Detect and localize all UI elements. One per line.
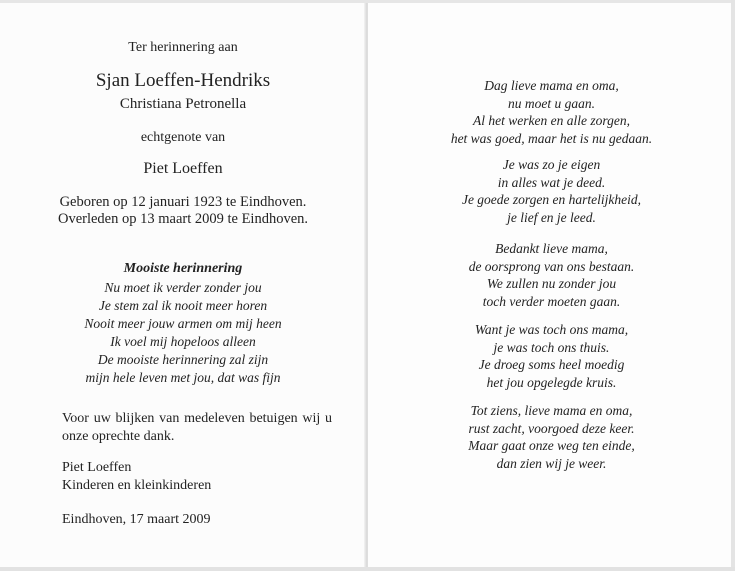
- poem-line: Al het werken en alle zorgen,: [473, 113, 630, 129]
- poem-line: in alles wat je deed.: [497, 174, 606, 190]
- poem-line: Nu moet ik verder zonder jou: [104, 280, 262, 295]
- spouse-label: echtgenote van: [140, 130, 226, 145]
- thanks-text: Voor uw blijken van medeleven betuigen wij u onze oprechte dank.: [62, 411, 332, 444]
- deceased-name: Sjan Loeffen-Hendriks: [95, 70, 271, 91]
- poem-line: het jou opgelegde kruis.: [486, 374, 617, 390]
- poem-line: Ik voel mij hopeloos alleen: [110, 334, 256, 349]
- poem-line: Bedankt lieve mama,: [495, 241, 608, 256]
- left-page: [0, 0, 366, 571]
- signature-line: Kinderen en kleinkinderen: [62, 478, 212, 493]
- place-date: Eindhoven, 17 maart 2009: [62, 512, 211, 527]
- poem-line: We zullen nu zonder jou: [486, 276, 617, 292]
- poem-line: Je droeg soms heel moedig: [478, 357, 625, 373]
- poem-line: Je stem zal ik nooit meer horen: [98, 298, 268, 313]
- poem-line: de oorsprong van ons bestaan.: [468, 258, 635, 274]
- card-edge-bottom: [0, 567, 735, 571]
- poem-line: het was goed, maar het is nu gedaan.: [450, 130, 653, 146]
- poem-line: dan zien wij je weer.: [496, 455, 607, 471]
- stanza: [368, 156, 735, 226]
- poem-line: Tot ziens, lieve mama en oma,: [470, 403, 633, 418]
- given-names: Christiana Petronella: [119, 96, 247, 112]
- stanza: [368, 321, 735, 391]
- poem-title: Mooiste herinnering: [123, 261, 243, 276]
- poem-line: Je goede zorgen en hartelijkheid,: [461, 192, 642, 208]
- poem-line: rust zacht, voorgoed deze keer.: [468, 420, 635, 436]
- poem-line: Dag lieve mama en oma,: [484, 78, 619, 93]
- left-poem: [0, 279, 366, 387]
- stanza: [368, 402, 735, 472]
- poem-line: nu moet u gaan.: [508, 95, 595, 111]
- poem-line: Maar gaat onze weg ten einde,: [468, 438, 635, 454]
- poem-line: Nooit meer jouw armen om mij heen: [84, 316, 282, 331]
- spouse-name: Piet Loeffen: [143, 160, 223, 177]
- stanza: [368, 77, 735, 147]
- poem-line: toch verder moeten gaan.: [482, 293, 621, 309]
- birth-line: Geboren op 12 januari 1923 te Eindhoven.: [59, 194, 307, 210]
- poem-line: je lief en je leed.: [507, 209, 596, 225]
- poem-line: Want je was toch ons mama,: [474, 322, 629, 337]
- poem-line: je was toch ons thuis.: [493, 339, 610, 355]
- stanza: [368, 240, 735, 310]
- poem-line: Je was zo je eigen: [502, 157, 601, 172]
- signature-line: Piet Loeffen: [62, 460, 132, 475]
- right-page: [368, 0, 735, 571]
- card-edge-top: [0, 0, 735, 3]
- card-edge-right: [731, 0, 735, 571]
- poem-line: De mooiste herinnering zal zijn: [97, 352, 269, 367]
- poem-line: mijn hele leven met jou, dat was fijn: [85, 370, 281, 385]
- death-line: Overleden op 13 maart 2009 te Eindhoven.: [57, 211, 309, 227]
- intro-text: Ter herinnering aan: [128, 40, 238, 55]
